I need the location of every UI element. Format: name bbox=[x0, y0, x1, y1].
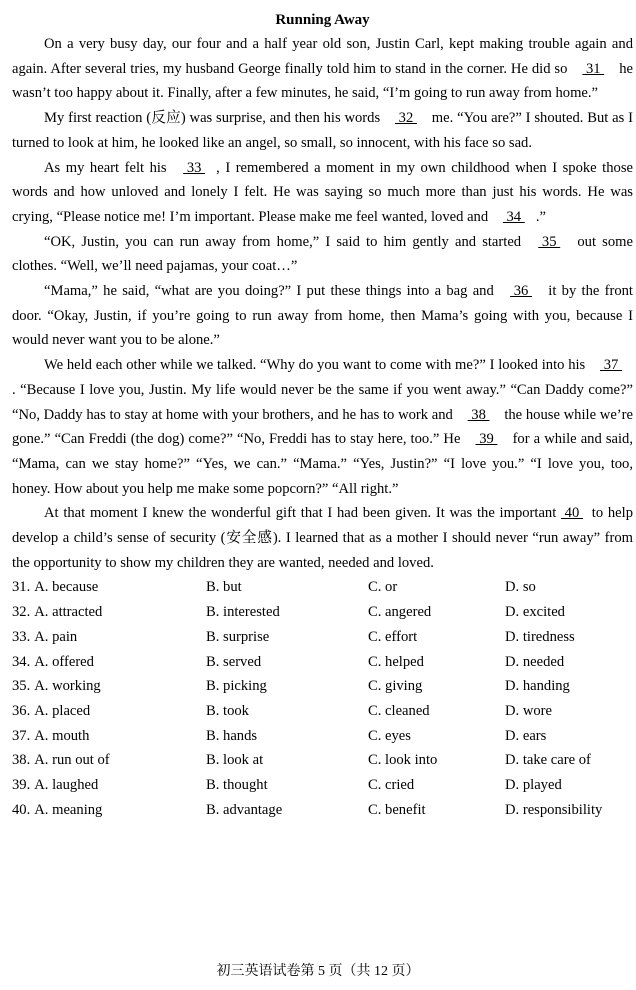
paragraph-text: the house while we’re gone.” “Can Freddi (the dog) come?” “No, Freddi has to stay here, too.” He bbox=[12, 406, 633, 448]
option-d: D. excited bbox=[505, 604, 565, 621]
question-number-and-option-a bbox=[12, 798, 206, 823]
paragraph-text: “Mama,” he said, “what are you doing?” I put these things into a bag and bbox=[44, 283, 500, 300]
question-number: 31. bbox=[12, 579, 31, 596]
option-b: B. interested bbox=[206, 604, 280, 621]
option-c: C. or bbox=[368, 579, 398, 596]
question-number-and-option-a bbox=[12, 674, 206, 699]
option-row-40 bbox=[12, 798, 633, 823]
paragraph-text: out some clothes. “Well, we’ll need pajamas, your coat…” bbox=[12, 233, 633, 275]
blank-32: 32 bbox=[395, 110, 417, 127]
option-b: B. surprise bbox=[206, 628, 270, 645]
option-b: B. took bbox=[206, 702, 249, 719]
passage-paragraph bbox=[12, 353, 633, 501]
option-a: A. laughed bbox=[34, 776, 99, 793]
exam-page bbox=[12, 8, 633, 822]
option-b: B. served bbox=[206, 653, 262, 670]
passage-paragraph bbox=[12, 230, 633, 279]
question-number-and-option-a bbox=[12, 699, 206, 724]
option-c: C. cried bbox=[368, 776, 415, 793]
question-number: 35. bbox=[12, 678, 31, 695]
blank-36: 36 bbox=[510, 283, 532, 300]
option-c: C. helped bbox=[368, 653, 424, 670]
option-a: A. working bbox=[34, 678, 101, 695]
question-number-and-option-a bbox=[12, 748, 206, 773]
option-a: A. placed bbox=[34, 702, 91, 719]
blank-33: 33 bbox=[183, 159, 206, 176]
option-row-38 bbox=[12, 748, 633, 773]
option-d: D. tiredness bbox=[505, 628, 575, 645]
paragraph-text: to help develop a child’s sense of security (安全感). I learned that as a mother I should never “run away” from the opportunity to show my children they are wanted, needed and loved. bbox=[12, 505, 633, 571]
option-a: A. meaning bbox=[34, 801, 103, 818]
paragraph-text: me. “You are?” I shouted. But as I turned to look at him, he looked like an angel, so small, so innocent, with his face so sad. bbox=[12, 110, 634, 151]
paragraph-text: for a while and said, “Mama, can we stay home?” “Yes, we can.” “Mama.” “Yes, Justin?” “I love you.” “I love you, too, honey. How about you help me make some popcorn?” “All right.” bbox=[12, 431, 633, 497]
passage-paragraph bbox=[12, 106, 633, 155]
blank-39: 39 bbox=[475, 431, 498, 448]
paragraph-text: As my heart felt his bbox=[44, 159, 173, 176]
option-c: C. cleaned bbox=[368, 702, 430, 719]
option-row-36 bbox=[12, 699, 633, 724]
question-number: 38. bbox=[12, 752, 31, 769]
option-c: C. angered bbox=[368, 604, 432, 621]
option-row-33 bbox=[12, 625, 633, 650]
option-b: B. but bbox=[206, 579, 242, 596]
option-c: C. effort bbox=[368, 628, 418, 645]
paragraph-text: , I remembered a moment in my own childhood when I spoke those words and how unloved and lonely I felt. He was saying so much more than just his words. He was crying, “Please notice me! I’m important. Please make me feel wanted, loved and bbox=[12, 159, 633, 225]
question-number-and-option-a bbox=[12, 773, 206, 798]
passage-paragraph bbox=[12, 279, 633, 353]
question-number: 39. bbox=[12, 776, 31, 793]
option-row-34 bbox=[12, 650, 633, 675]
option-d: D. handing bbox=[505, 678, 570, 695]
question-number: 32. bbox=[12, 604, 31, 621]
question-number-and-option-a bbox=[12, 650, 206, 675]
option-d: D. ears bbox=[505, 727, 547, 744]
option-row-35 bbox=[12, 674, 633, 699]
paragraph-text: he wasn’t too happy about it. Finally, after a few minutes, he said, “I’m going to run away from home.” bbox=[12, 60, 633, 102]
question-number-and-option-a bbox=[12, 575, 206, 600]
option-a: A. offered bbox=[34, 653, 94, 670]
option-row-31 bbox=[12, 575, 633, 600]
option-a: A. because bbox=[34, 579, 99, 596]
paragraph-text: . “Because I love you, Justin. My life would never be the same if you went away.” “Can Daddy come?” “No, Daddy has to stay at home with your brothers, and he has to work and bbox=[12, 381, 633, 423]
option-row-32 bbox=[12, 600, 633, 625]
option-b: B. look at bbox=[206, 752, 264, 769]
question-number: 34. bbox=[12, 653, 31, 670]
option-b: B. advantage bbox=[206, 801, 283, 818]
question-number: 36. bbox=[12, 702, 31, 719]
paragraph-text: We held each other while we talked. “Why do you want to come with me?” I looked into his bbox=[44, 357, 589, 374]
question-number: 33. bbox=[12, 628, 31, 645]
option-row-39 bbox=[12, 773, 633, 798]
blank-37: 37 bbox=[600, 357, 622, 374]
blank-40: 40 bbox=[561, 505, 583, 522]
option-d: D. so bbox=[505, 579, 536, 596]
option-c: C. giving bbox=[368, 678, 423, 695]
blank-38: 38 bbox=[467, 406, 490, 423]
passage-title: Running Away bbox=[275, 12, 370, 28]
option-a: A. attracted bbox=[34, 604, 103, 621]
passage-paragraph bbox=[12, 501, 633, 575]
option-d: D. responsibility bbox=[505, 801, 603, 818]
question-number: 40. bbox=[12, 801, 31, 818]
paragraph-text: “OK, Justin, you can run away from home,” I said to him gently and started bbox=[44, 233, 528, 250]
option-a: A. mouth bbox=[34, 727, 90, 744]
option-c: C. benefit bbox=[368, 801, 426, 818]
option-d: D. needed bbox=[505, 653, 565, 670]
option-b: B. thought bbox=[206, 776, 268, 793]
question-number-and-option-a bbox=[12, 625, 206, 650]
option-a: A. pain bbox=[34, 628, 78, 645]
question-number: 37. bbox=[12, 727, 31, 744]
option-a: A. run out of bbox=[34, 752, 110, 769]
option-d: D. wore bbox=[505, 702, 553, 719]
option-d: D. played bbox=[505, 776, 562, 793]
blank-34: 34 bbox=[502, 208, 525, 225]
paragraph-text: On a very busy day, our four and a half year old son, Justin Carl, kept making trouble again and again. After several tries, my husband George finally told him to stand in the corner. He did so bbox=[12, 36, 633, 77]
option-row-37 bbox=[12, 724, 633, 749]
option-b: B. hands bbox=[206, 727, 258, 744]
paragraph-text: .” bbox=[535, 208, 546, 225]
paragraph-text: it by the front door. “Okay, Justin, if you’re going to run away from home, then Mama’s going with you, because I would never want you to be alone.” bbox=[12, 283, 633, 349]
question-number-and-option-a bbox=[12, 600, 206, 625]
passage-paragraph bbox=[12, 32, 633, 106]
question-number-and-option-a bbox=[12, 724, 206, 749]
option-b: B. picking bbox=[206, 678, 267, 695]
option-c: C. look into bbox=[368, 752, 438, 769]
option-d: D. take care of bbox=[505, 752, 591, 769]
blank-35: 35 bbox=[538, 233, 561, 250]
option-c: C. eyes bbox=[368, 727, 411, 744]
passage-body bbox=[12, 32, 633, 575]
passage-paragraph bbox=[12, 156, 633, 230]
answer-options bbox=[12, 575, 633, 822]
blank-31: 31 bbox=[582, 60, 605, 77]
page-footer: 初三英语试卷第 5 页（共 12 页） bbox=[216, 964, 420, 979]
paragraph-text: My first reaction (反应) was surprise, and then his words bbox=[44, 110, 384, 127]
paragraph-text: At that moment I knew the wonderful gift that I had been given. It was the important bbox=[44, 505, 562, 522]
